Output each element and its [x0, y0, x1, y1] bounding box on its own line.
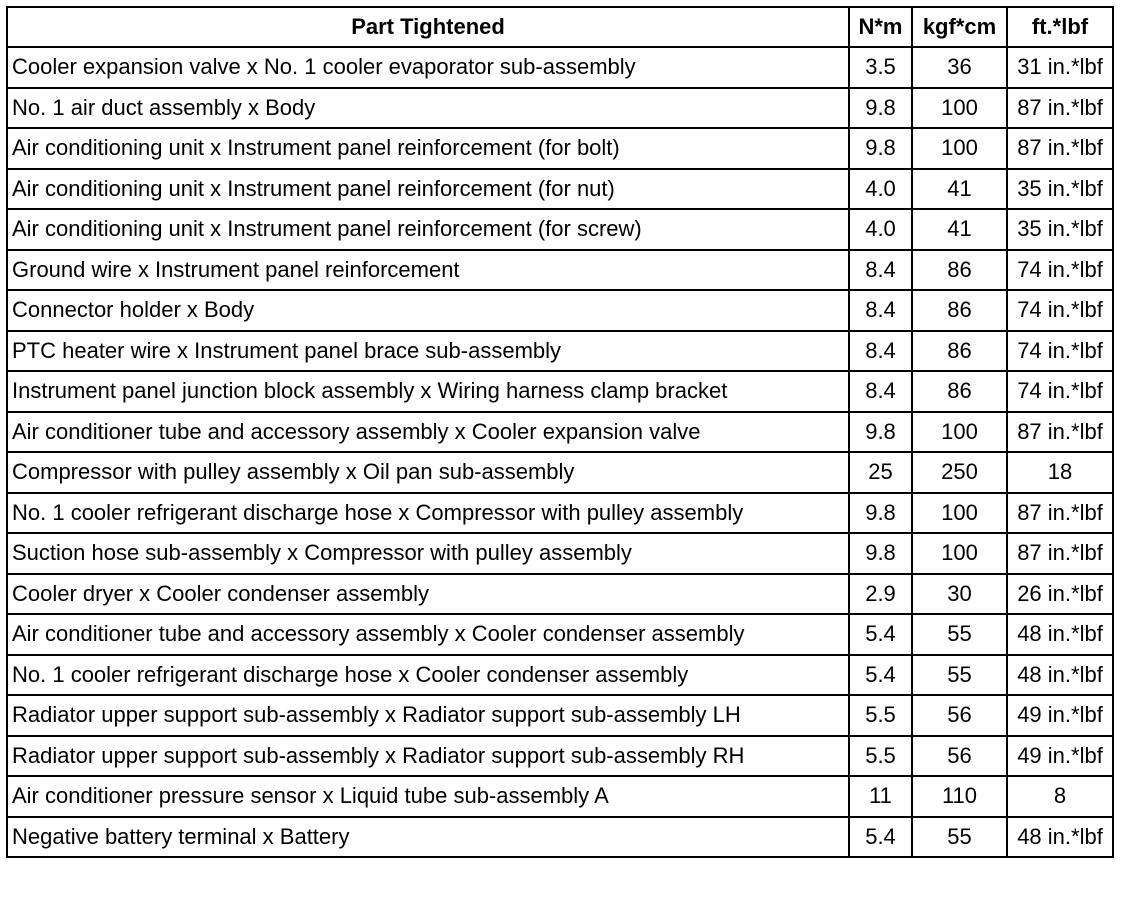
cell-kgf-cm: 100: [912, 493, 1007, 534]
cell-part-tightened: Ground wire x Instrument panel reinforcement: [7, 250, 849, 291]
header-newton-meter: N*m: [849, 7, 912, 47]
cell-newton-meter: 8.4: [849, 290, 912, 331]
table-row: [7, 290, 1113, 331]
cell-kgf-cm: 100: [912, 533, 1007, 574]
cell-part-tightened: Radiator upper support sub-assembly x Radiator support sub-assembly LH: [7, 695, 849, 736]
table-row: [7, 655, 1113, 696]
table-row: [7, 493, 1113, 534]
cell-newton-meter: 8.4: [849, 331, 912, 372]
cell-part-tightened: Air conditioning unit x Instrument panel reinforcement (for bolt): [7, 128, 849, 169]
table-row: [7, 47, 1113, 88]
cell-part-tightened: Air conditioning unit x Instrument panel reinforcement (for screw): [7, 209, 849, 250]
table-row: [7, 452, 1113, 493]
table-row: [7, 574, 1113, 615]
cell-part-tightened: Cooler expansion valve x No. 1 cooler evaporator sub-assembly: [7, 47, 849, 88]
cell-kgf-cm: 36: [912, 47, 1007, 88]
cell-part-tightened: Cooler dryer x Cooler condenser assembly: [7, 574, 849, 615]
cell-ft-lbf: 18: [1007, 452, 1113, 493]
table-row: [7, 128, 1113, 169]
table-row: [7, 817, 1113, 858]
table-row: [7, 371, 1113, 412]
cell-kgf-cm: 55: [912, 817, 1007, 858]
cell-part-tightened: No. 1 cooler refrigerant discharge hose x Cooler condenser assembly: [7, 655, 849, 696]
table-row: [7, 533, 1113, 574]
cell-kgf-cm: 55: [912, 655, 1007, 696]
cell-ft-lbf: 74 in.*lbf: [1007, 331, 1113, 372]
cell-part-tightened: Air conditioner pressure sensor x Liquid tube sub-assembly A: [7, 776, 849, 817]
table-row: [7, 736, 1113, 777]
table-row: [7, 412, 1113, 453]
cell-kgf-cm: 30: [912, 574, 1007, 615]
cell-newton-meter: 4.0: [849, 209, 912, 250]
cell-part-tightened: Air conditioner tube and accessory assembly x Cooler expansion valve: [7, 412, 849, 453]
cell-newton-meter: 9.8: [849, 412, 912, 453]
cell-ft-lbf: 49 in.*lbf: [1007, 736, 1113, 777]
cell-kgf-cm: 100: [912, 128, 1007, 169]
cell-ft-lbf: 87 in.*lbf: [1007, 533, 1113, 574]
cell-newton-meter: 4.0: [849, 169, 912, 210]
cell-ft-lbf: 48 in.*lbf: [1007, 614, 1113, 655]
cell-part-tightened: No. 1 cooler refrigerant discharge hose x Compressor with pulley assembly: [7, 493, 849, 534]
cell-kgf-cm: 86: [912, 371, 1007, 412]
cell-ft-lbf: 35 in.*lbf: [1007, 209, 1113, 250]
cell-part-tightened: PTC heater wire x Instrument panel brace sub-assembly: [7, 331, 849, 372]
cell-kgf-cm: 86: [912, 250, 1007, 291]
cell-newton-meter: 3.5: [849, 47, 912, 88]
cell-ft-lbf: 74 in.*lbf: [1007, 371, 1113, 412]
cell-kgf-cm: 250: [912, 452, 1007, 493]
table-body: [7, 47, 1113, 857]
cell-kgf-cm: 41: [912, 209, 1007, 250]
cell-ft-lbf: 87 in.*lbf: [1007, 88, 1113, 129]
cell-newton-meter: 8.4: [849, 250, 912, 291]
header-part-tightened: Part Tightened: [7, 7, 849, 47]
cell-newton-meter: 25: [849, 452, 912, 493]
cell-newton-meter: 5.5: [849, 736, 912, 777]
cell-part-tightened: Radiator upper support sub-assembly x Radiator support sub-assembly RH: [7, 736, 849, 777]
table-row: [7, 614, 1113, 655]
table-header-row: [7, 7, 1113, 47]
cell-kgf-cm: 56: [912, 736, 1007, 777]
cell-newton-meter: 5.5: [849, 695, 912, 736]
cell-newton-meter: 11: [849, 776, 912, 817]
cell-newton-meter: 5.4: [849, 614, 912, 655]
cell-ft-lbf: 87 in.*lbf: [1007, 128, 1113, 169]
cell-part-tightened: Suction hose sub-assembly x Compressor with pulley assembly: [7, 533, 849, 574]
cell-newton-meter: 9.8: [849, 533, 912, 574]
cell-kgf-cm: 56: [912, 695, 1007, 736]
table-row: [7, 250, 1113, 291]
cell-ft-lbf: 31 in.*lbf: [1007, 47, 1113, 88]
cell-part-tightened: Negative battery terminal x Battery: [7, 817, 849, 858]
cell-part-tightened: Air conditioner tube and accessory assembly x Cooler condenser assembly: [7, 614, 849, 655]
table-row: [7, 209, 1113, 250]
table-row: [7, 331, 1113, 372]
cell-newton-meter: 9.8: [849, 128, 912, 169]
cell-newton-meter: 5.4: [849, 655, 912, 696]
table-row: [7, 776, 1113, 817]
cell-ft-lbf: 48 in.*lbf: [1007, 817, 1113, 858]
cell-part-tightened: No. 1 air duct assembly x Body: [7, 88, 849, 129]
table-row: [7, 88, 1113, 129]
cell-kgf-cm: 41: [912, 169, 1007, 210]
table-row: [7, 695, 1113, 736]
cell-part-tightened: Connector holder x Body: [7, 290, 849, 331]
cell-ft-lbf: 35 in.*lbf: [1007, 169, 1113, 210]
cell-ft-lbf: 26 in.*lbf: [1007, 574, 1113, 615]
cell-kgf-cm: 110: [912, 776, 1007, 817]
cell-newton-meter: 9.8: [849, 88, 912, 129]
cell-ft-lbf: 48 in.*lbf: [1007, 655, 1113, 696]
cell-part-tightened: Compressor with pulley assembly x Oil pan sub-assembly: [7, 452, 849, 493]
cell-kgf-cm: 86: [912, 331, 1007, 372]
cell-newton-meter: 2.9: [849, 574, 912, 615]
table-row: [7, 169, 1113, 210]
cell-part-tightened: Air conditioning unit x Instrument panel reinforcement (for nut): [7, 169, 849, 210]
cell-kgf-cm: 86: [912, 290, 1007, 331]
torque-specification-table: [6, 6, 1114, 858]
cell-ft-lbf: 74 in.*lbf: [1007, 250, 1113, 291]
header-kgf-cm: kgf*cm: [912, 7, 1007, 47]
cell-ft-lbf: 8: [1007, 776, 1113, 817]
header-ft-lbf: ft.*lbf: [1007, 7, 1113, 47]
cell-kgf-cm: 55: [912, 614, 1007, 655]
cell-ft-lbf: 87 in.*lbf: [1007, 412, 1113, 453]
cell-ft-lbf: 74 in.*lbf: [1007, 290, 1113, 331]
cell-kgf-cm: 100: [912, 88, 1007, 129]
cell-ft-lbf: 49 in.*lbf: [1007, 695, 1113, 736]
cell-newton-meter: 5.4: [849, 817, 912, 858]
cell-kgf-cm: 100: [912, 412, 1007, 453]
cell-ft-lbf: 87 in.*lbf: [1007, 493, 1113, 534]
cell-newton-meter: 9.8: [849, 493, 912, 534]
cell-part-tightened: Instrument panel junction block assembly x Wiring harness clamp bracket: [7, 371, 849, 412]
cell-newton-meter: 8.4: [849, 371, 912, 412]
